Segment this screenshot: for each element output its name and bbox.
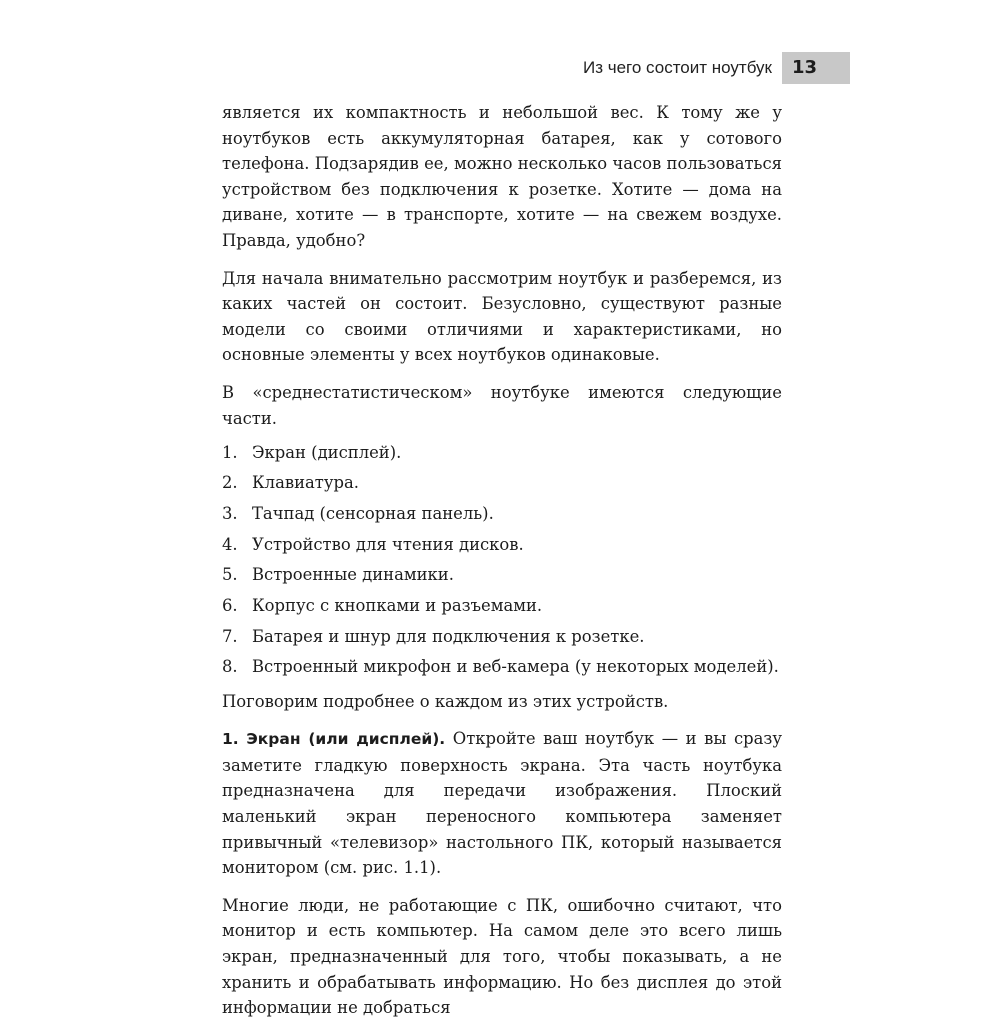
parts-list — [222, 437, 782, 683]
list-item-number: 8. — [222, 657, 238, 677]
page-number: 13 — [782, 52, 850, 84]
list-item — [222, 437, 782, 468]
list-item-text: Встроенный микрофон и веб-камера (у некоторых моделей). — [252, 657, 779, 677]
list-item — [222, 652, 782, 683]
list-item-text: Тачпад (сенсорная панель). — [252, 504, 494, 524]
list-item — [222, 499, 782, 530]
list-item-number: 6. — [222, 596, 238, 616]
body-text — [222, 100, 782, 1021]
paragraph-screen — [222, 726, 782, 881]
list-item — [222, 529, 782, 560]
running-title: Из чего состоит ноутбук — [583, 58, 772, 77]
list-item-text: Устройство для чтения дисков. — [252, 534, 524, 554]
running-header — [560, 52, 850, 84]
list-item-text: Корпус с кнопками и разъемами. — [252, 596, 543, 616]
list-item-number: 3. — [222, 504, 238, 524]
list-item — [222, 621, 782, 652]
list-item-number: 7. — [222, 626, 238, 646]
list-item-text: Встроенные динамики. — [252, 565, 454, 585]
paragraph-transition: Поговорим подробнее о каждом из этих устройств. — [222, 691, 669, 711]
paragraph-intro: является их компактность и небольшой вес. К тому же у ноутбуков есть аккумуляторная батарея, как у сотового телефона. Подзарядив ее, можно несколько часов пользоваться устройством без подключения к розетке. Хотите — дома на диване, хотите — в транспорте, хотите — на свежем воздухе. Правда, удобно? — [222, 103, 782, 250]
list-item-number: 4. — [222, 534, 238, 554]
paragraph-monitor: Многие люди, не работающие с ПК, ошибочно считают, что монитор и есть компьютер. На самом деле это всего лишь экран, предназначенный для того, чтобы показывать, а не хранить и обрабатывать информацию. Но без дисплея до этой информации не добраться — [222, 895, 782, 1018]
list-item-number: 2. — [222, 473, 238, 493]
list-item-number: 5. — [222, 565, 238, 585]
list-item — [222, 591, 782, 622]
list-item — [222, 468, 782, 499]
section-lead-screen: 1. Экран (или дисплей). — [222, 730, 446, 749]
list-item — [222, 560, 782, 591]
list-item-text: Батарея и шнур для подключения к розетке. — [252, 626, 645, 646]
list-item-text: Экран (дисплей). — [252, 442, 402, 462]
list-item-number: 1. — [222, 442, 238, 462]
paragraph-overview: Для начала внимательно рассмотрим ноутбук и разберемся, из каких частей он состоит. Безусловно, существуют разные модели со своими отличиями и характеристиками, но основные элементы у всех ноутбуков одинаковые. — [222, 268, 782, 365]
paragraph-screen-text: Откройте ваш ноутбук — и вы сразу заметите гладкую поверхность экрана. Эта часть ноутбука предназначена для передачи изображения. Плоский маленький экран переносного компьютера заменяет привычный «телевизор» настольного ПК, который называется монитором (см. рис. 1.1). — [222, 729, 783, 878]
list-item-text: Клавиатура. — [252, 473, 359, 493]
paragraph-list-intro: В «среднестатистическом» ноутбуке имеются следующие части. — [222, 382, 782, 428]
